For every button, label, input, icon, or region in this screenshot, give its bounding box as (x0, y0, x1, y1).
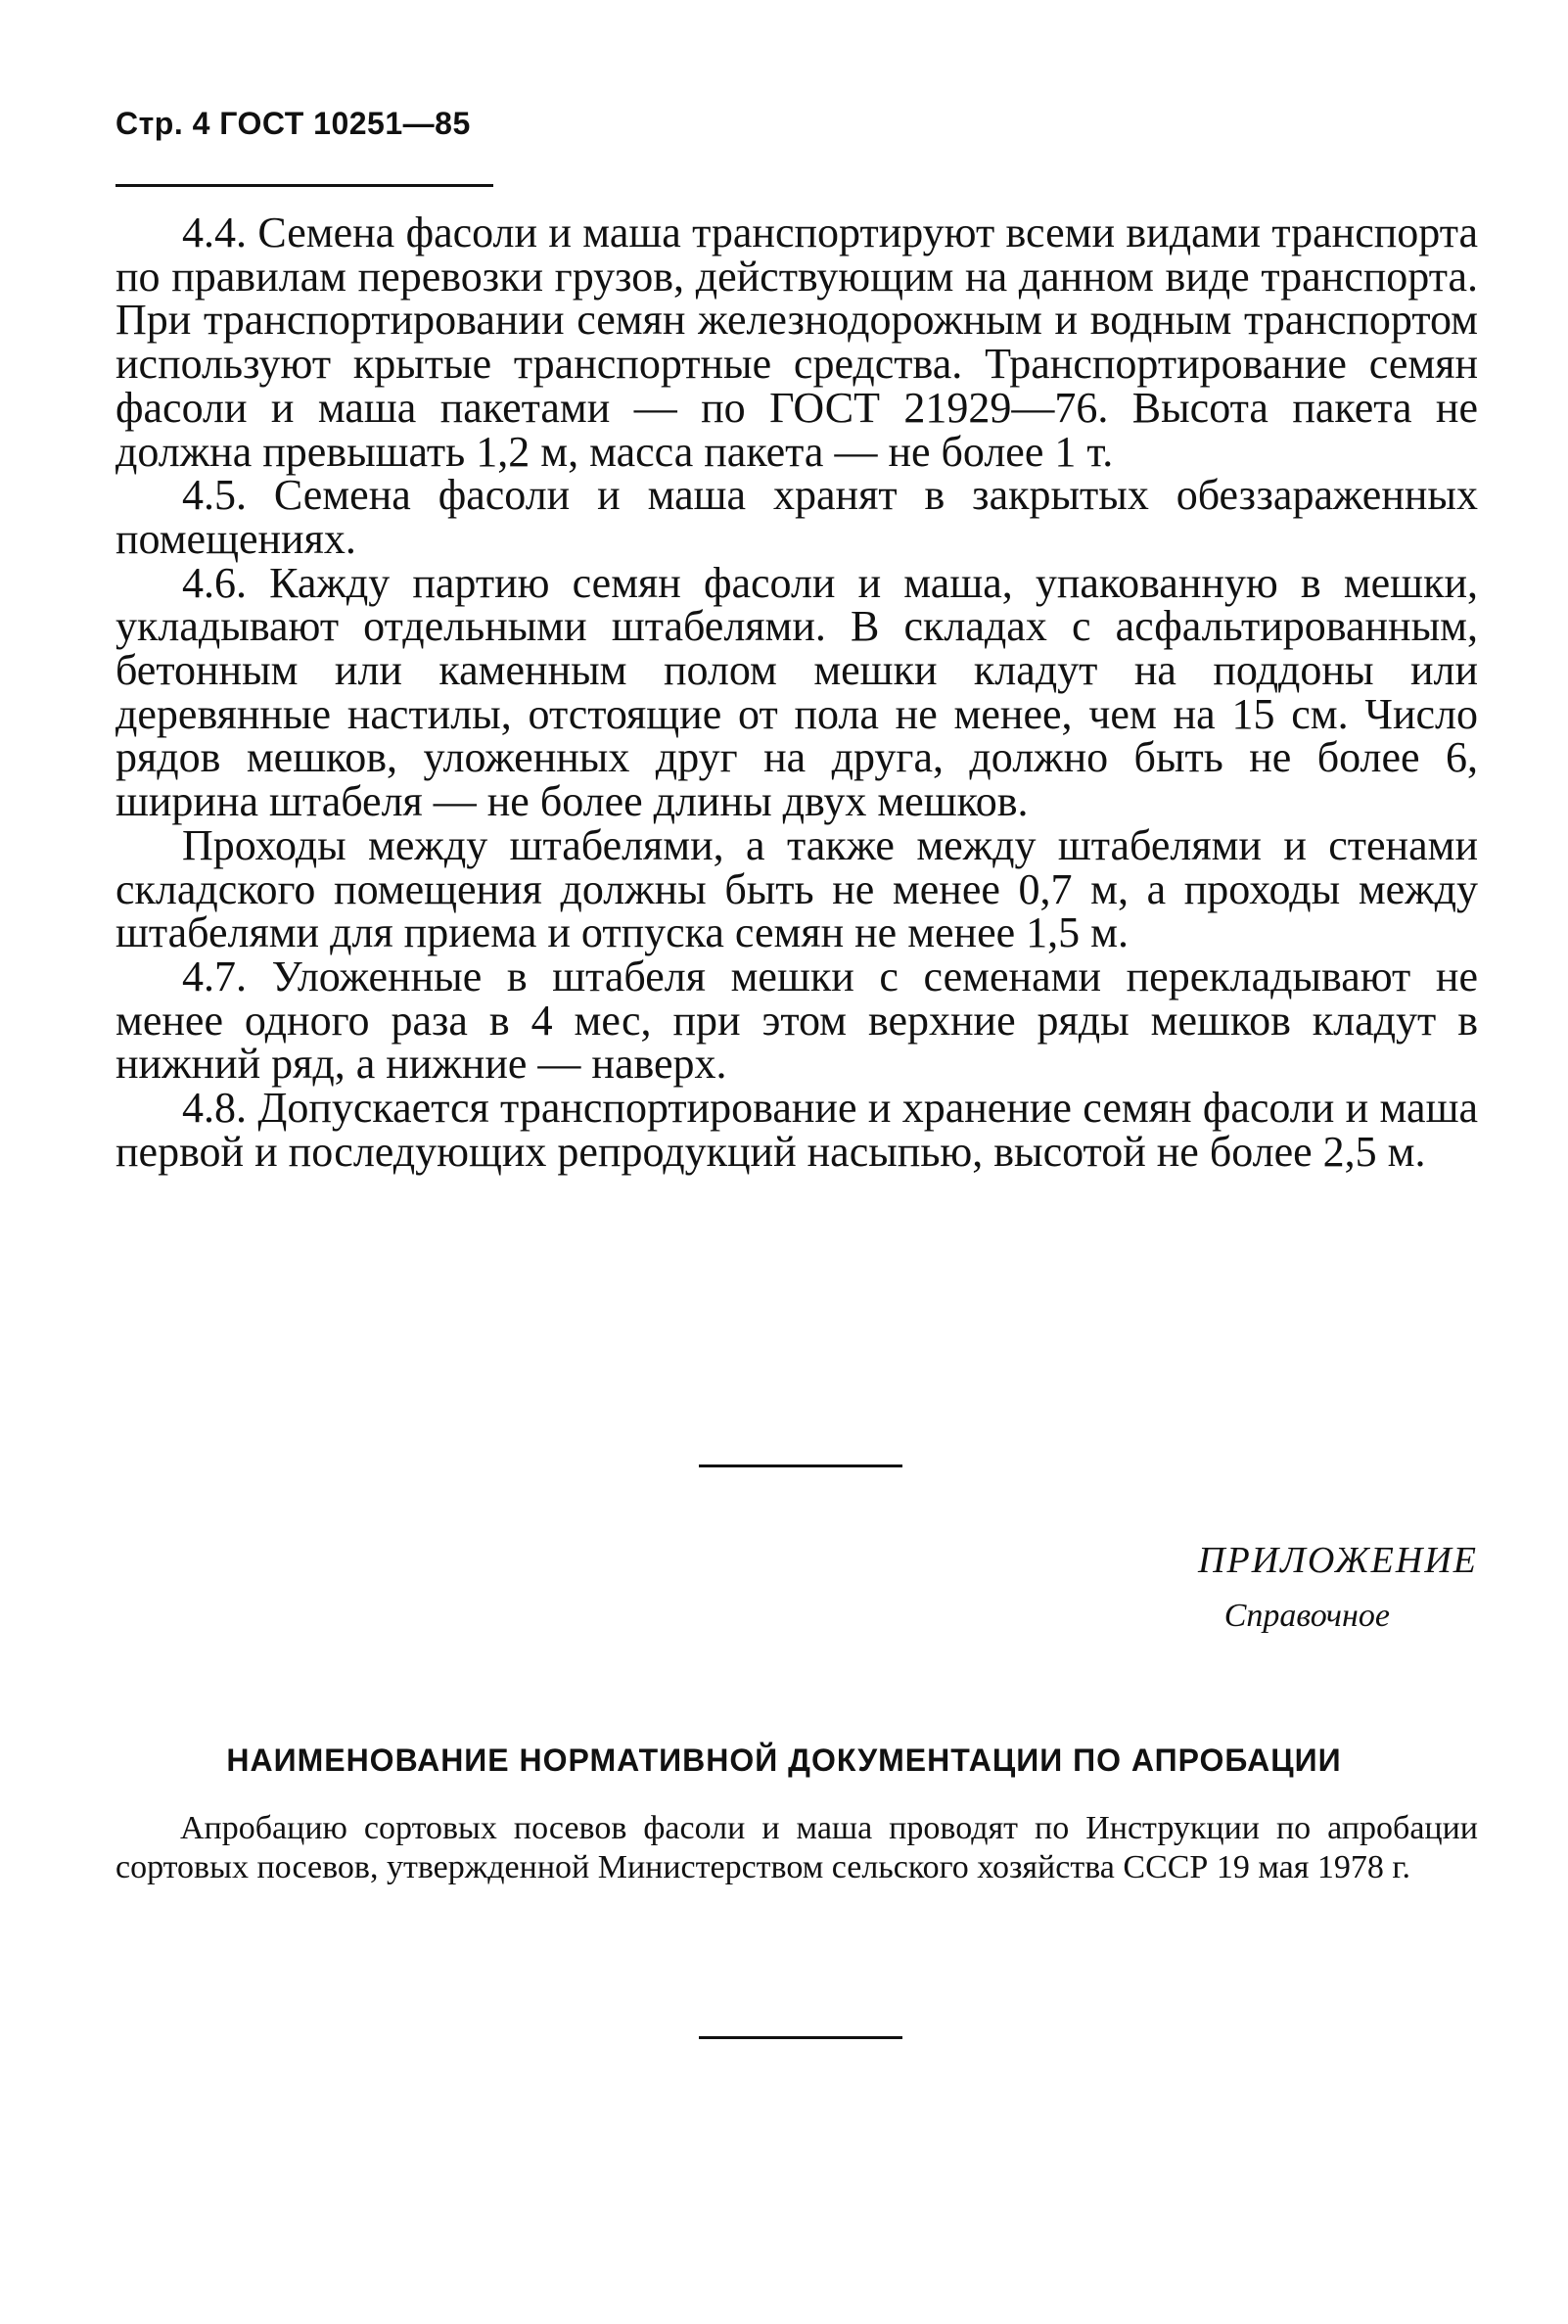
appendix-heading: НАИМЕНОВАНИЕ НОРМАТИВНОЙ ДОКУМЕНТАЦИИ ПО АПРОБАЦИИ (226, 1743, 1342, 1778)
paragraph-4-7: 4.7. Уложенные в штабеля мешки с семенами перекладывают не менее одного раза в 4 мес, при этом верхние ряды мешков кладут в нижний ряд, а нижние — наверх. (115, 952, 1478, 1089)
paragraph-4-6: 4.6. Кажду партию семян фасоли и маша, упакованную в мешки, укладывают отдельными штабелями. В складах с асфальтированным, бетонным или каменным полом мешки кладут на поддоны или деревянные настилы, отстоящие от пола не менее, чем на 15 см. Число рядов мешков, уложенных друг на друга, должно быть не более 6, ширина штабеля — не более длины двух мешков. (115, 558, 1478, 826)
page-header: Стр. 4 ГОСТ 10251—85 (115, 106, 471, 141)
appendix-label: ПРИЛОЖЕНИЕ (1198, 1540, 1478, 1581)
paragraph-4-5: 4.5. Семена фасоли и маша хранят в закрытых обеззараженных помещениях. (115, 471, 1478, 563)
end-separator (699, 2036, 902, 2039)
appendix-sublabel: Справочное (1223, 1598, 1390, 1634)
paragraph-passages: Проходы между штабелями, а также между штабелями и стенами складского помещения должны быть не менее 0,7 м, а проходы между штабелями для приема и отпуска семян не менее 1,5 м. (115, 820, 1478, 957)
main-text (115, 211, 1478, 1174)
paragraph-4-4: 4.4. Семена фасоли и маша транспортируют всеми видами транспорта по правилам перевозки грузов, действующим на данном виде транспорта. При транспортировании семян железнодорожным и водным транспортом используют крытые транспортные средства. Транспортирование семян фасоли и маша пакетами — по ГОСТ 21929—76. Высота пакета не должна превышать 1,2 м, масса пакета — не более 1 т. (115, 209, 1478, 476)
section-separator (699, 1464, 902, 1467)
header-rule (115, 184, 493, 187)
paragraph-4-8: 4.8. Допускается транспортирование и хранение семян фасоли и маша первой и последующих репродукций насыпью, высотой не более 2,5 м. (115, 1084, 1478, 1176)
appendix-paragraph: Апробацию сортовых посевов фасоли и маша проводят по Инструкции по апробации сортовых посевов, утвержденной Министерством сельского хозяйства СССР 19 мая 1978 г. (115, 1810, 1478, 1885)
